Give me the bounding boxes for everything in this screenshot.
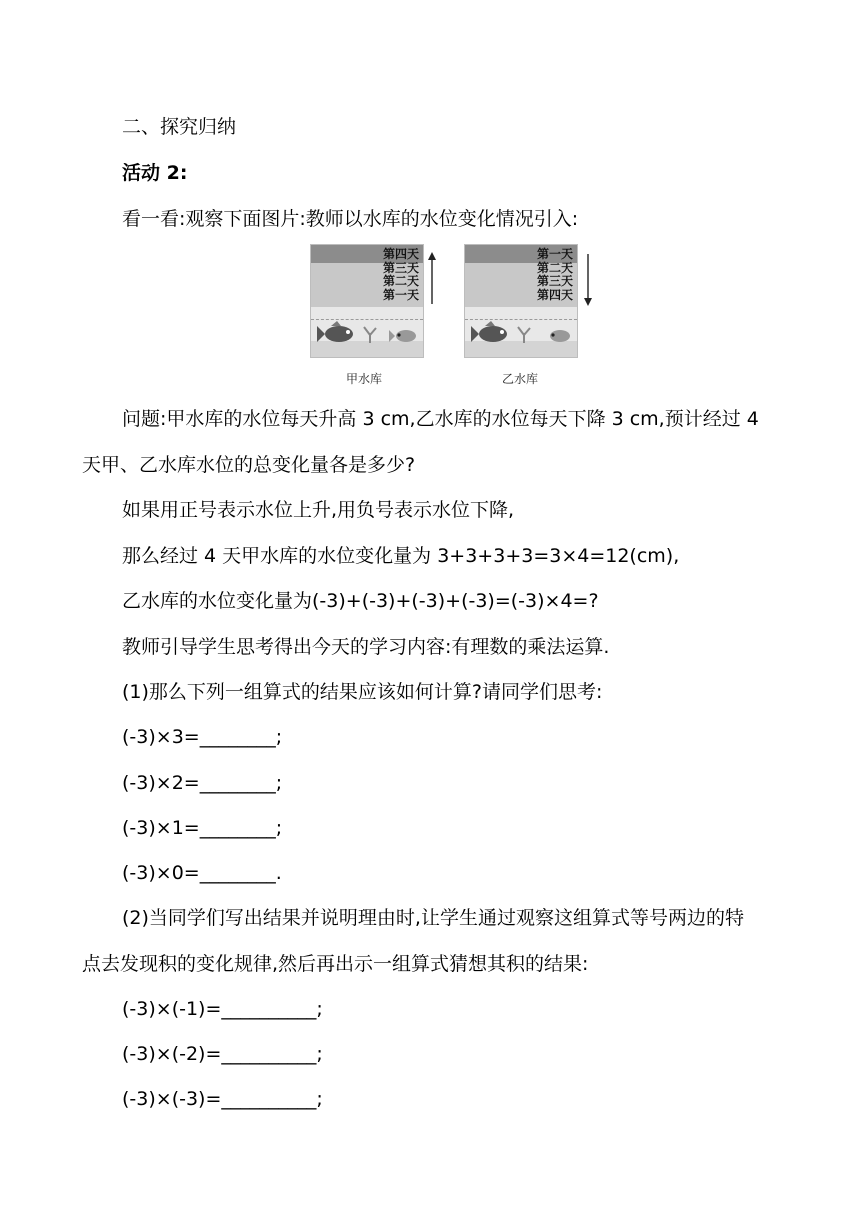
lesson-topic-text: 教师引导学生思考得出今天的学习内容:有理数的乘法运算.: [122, 636, 610, 658]
question-line-2: 天甲、乙水库水位的总变化量各是多少?: [82, 454, 416, 476]
exercise-line: (-3)×(-2)=__________;: [122, 1043, 323, 1065]
fish-icon: [543, 327, 573, 345]
exercise-line: (-3)×1=________;: [122, 817, 283, 839]
fish-icon: [389, 327, 419, 345]
coral-icon: [515, 325, 533, 343]
exercise-line: (-3)×(-3)=__________;: [122, 1088, 323, 1110]
day-label: 第四天: [382, 247, 419, 261]
day-label: 第二天: [536, 260, 573, 275]
day-label: 第一天: [536, 247, 573, 261]
reservoir-a-image: [310, 244, 424, 358]
tank-a-change-text: 那么经过 4 天甲水库的水位变化量为 3+3+3+3=3×4=12(cm),: [122, 545, 680, 567]
day-label: 第三天: [536, 274, 573, 288]
question-1-text: (1)那么下列一组算式的结果应该如何计算?请同学们思考:: [122, 681, 603, 703]
day-label: 第三天: [382, 260, 419, 275]
up-arrow-icon: [426, 252, 438, 306]
reservoir-b-image: [464, 244, 578, 358]
day-label: 第四天: [536, 287, 573, 302]
activity-label: 活动 2:: [122, 162, 188, 184]
sign-convention-text: 如果用正号表示水位上升,用负号表示水位下降,: [122, 499, 515, 521]
question-2-line-1: (2)当同学们写出结果并说明理由时,让学生通过观察这组算式等号两边的特: [122, 907, 744, 929]
tank-b-change-text: 乙水库的水位变化量为(-3)+(-3)+(-3)+(-3)=(-3)×4=?: [122, 590, 599, 612]
fish-icon: [471, 321, 511, 347]
day-label: 第二天: [382, 274, 419, 288]
fish-icon: [317, 321, 357, 347]
coral-icon: [361, 325, 379, 343]
down-arrow-icon: [582, 252, 594, 306]
exercise-line: (-3)×0=________.: [122, 862, 282, 884]
exercise-line: (-3)×3=________;: [122, 726, 283, 748]
exercise-line: (-3)×(-1)=__________;: [122, 998, 323, 1020]
section-heading: 二、探究归纳: [122, 116, 237, 138]
question-2-line-2: 点去发现积的变化规律,然后再出示一组算式猜想其积的结果:: [82, 953, 589, 975]
intro-text: 看一看:观察下面图片:教师以水库的水位变化情况引入:: [122, 208, 579, 230]
reservoir-figure: [308, 244, 582, 394]
day-label: 第一天: [382, 287, 419, 302]
reservoir-a-caption: 甲水库: [346, 372, 383, 386]
exercise-line: (-3)×2=________;: [122, 772, 283, 794]
reservoir-b-caption: 乙水库: [502, 372, 539, 386]
question-line-1: 问题:甲水库的水位每天升高 3 cm,乙水库的水位每天下降 3 cm,预计经过 4: [122, 408, 759, 430]
